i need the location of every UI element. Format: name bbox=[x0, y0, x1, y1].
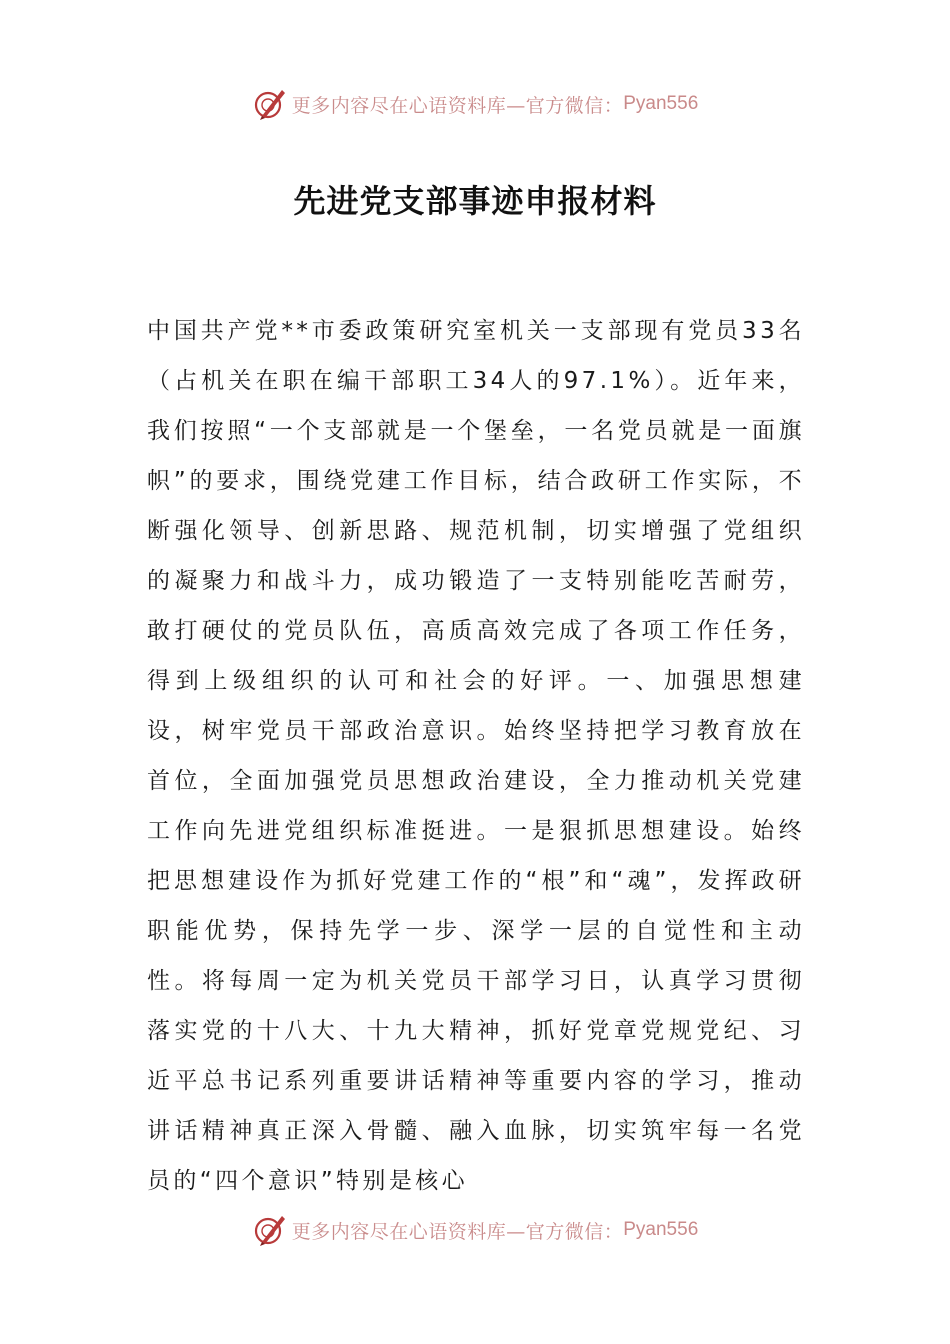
banner-text: 更多内容尽在心语资料库—官方微信： bbox=[291, 94, 624, 117]
banner-text: 更多内容尽在心语资料库—官方微信： bbox=[291, 1220, 624, 1243]
footer-banner bbox=[0, 1210, 950, 1250]
pen-circle-logo-icon bbox=[252, 1212, 288, 1248]
banner-wechat-id: Pyan556 bbox=[623, 93, 699, 114]
pen-circle-logo-icon bbox=[252, 86, 288, 122]
document-title: 先进党支部事迹申报材料 bbox=[293, 182, 657, 220]
banner-wechat-id: Pyan556 bbox=[623, 1219, 699, 1240]
header-banner bbox=[0, 84, 950, 124]
document-body: 中国共产党**市委政策研究室机关一支部现有党员33名（占机关在职在编干部职工34人的97.1%）。近年来，我们按照“一个支部就是一个堡垒，一名党员就是一面旗帜”的要求，围绕党建工作目标，结合政研工作实际，不断强化领导、创新思路、规范机制，切实增强了党组织的凝聚力和战斗力，成功锻造了一支特别能吃苦耐劳，敢打硬仗的党员队伍，高质高效完成了各项工作任务，得到上级组织的认可和社会的好评。一、加强思想建设，树牢党员干部政治意识。始终坚持把学习教育放在首位，全面加强党员思想政治建设，全力推动机关党建工作向先进党组织标准挺进。一是狠抓思想建设。始终把思想建设作为抓好党建工作的“根”和“魂”，发挥政研职能优势，保持先学一步、深学一层的自觉性和主动性。将每周一定为机关党员干部学习日，认真学习贯彻落实党的十八大、十九大精神，抓好党章党规党纪、习近平总书记系列重要讲话精神等重要内容的学习，推动讲话精神真正深入骨髓、融入血脉，切实筑牢每一名党员的“四个意识”特别是核心 bbox=[147, 318, 805, 1194]
